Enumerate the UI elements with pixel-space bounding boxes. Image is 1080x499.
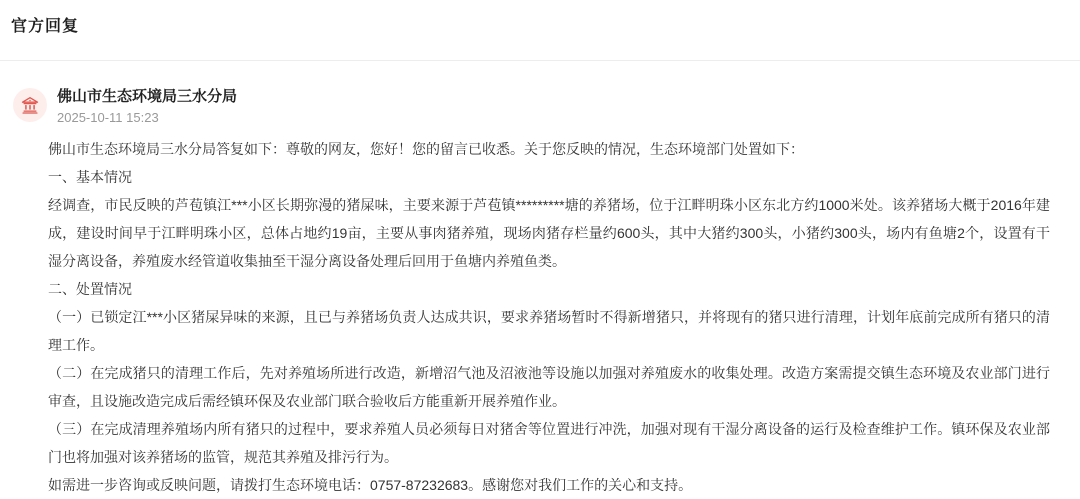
reply-card	[0, 61, 1080, 499]
reply-paragraph: 如需进一步咨询或反映问题，请拨打生态环境电话：0757-87232683。感谢您对我们工作的关心和支持。	[48, 477, 693, 493]
avatar	[13, 88, 47, 122]
reply-paragraph: 佛山市生态环境局三水分局答复如下：尊敬的网友，您好！您的留言已收悉。关于您反映的情况，生态环境部门处置如下：	[48, 141, 804, 157]
reply-paragraph: 一、基本情况	[48, 169, 132, 185]
department-name: 佛山市生态环境局三水分局	[57, 88, 238, 105]
reply-body	[48, 135, 1050, 499]
page-title: 官方回复	[11, 18, 80, 35]
reply-author-block	[57, 87, 237, 127]
reply-header	[13, 87, 1050, 127]
reply-timestamp: 2025-10-11 15:23	[57, 110, 159, 125]
reply-paragraph: （三）在完成清理养殖场内所有猪只的过程中，要求养殖人员必须每日对猪舍等位置进行冲洗，加强对现有干湿分离设备的运行及检查维护工作。镇环保及农业部门也将加强对该养猪场的监管，规范其养殖及排污行为。	[48, 421, 1050, 465]
reply-paragraph: 二、处置情况	[48, 281, 132, 297]
government-building-icon	[20, 95, 40, 115]
reply-paragraph: （二）在完成猪只的清理工作后，先对养殖场所进行改造，新增沼气池及沼液池等设施以加强对养殖废水的收集处理。改造方案需提交镇生态环境及农业部门进行审查，且设施改造完成后需经镇环保及农业部门联合验收后方能重新开展养殖作业。	[48, 365, 1050, 409]
reply-paragraph: （一）已锁定江***小区猪屎异味的来源，且已与养猪场负责人达成共识，要求养猪场暂时不得新增猪只，并将现有的猪只进行清理，计划年底前完成所有猪只的清理工作。	[48, 309, 1050, 353]
reply-paragraph: 经调查，市民反映的芦苞镇江***小区长期弥漫的猪屎味，主要来源于芦苞镇*********塘的养猪场，位于江畔明珠小区东北方约1000米处。该养猪场大概于2016年建成，建设时间早于江畔明珠小区，总体占地约19亩，主要从事肉猪养殖，现场肉猪存栏量约600头，其中大猪约300头，小猪约300头，场内有鱼塘2个，设置有干湿分离设备，养殖废水经管道收集抽至干湿分离设备处理后回用于鱼塘内养殖鱼类。	[48, 197, 1050, 269]
